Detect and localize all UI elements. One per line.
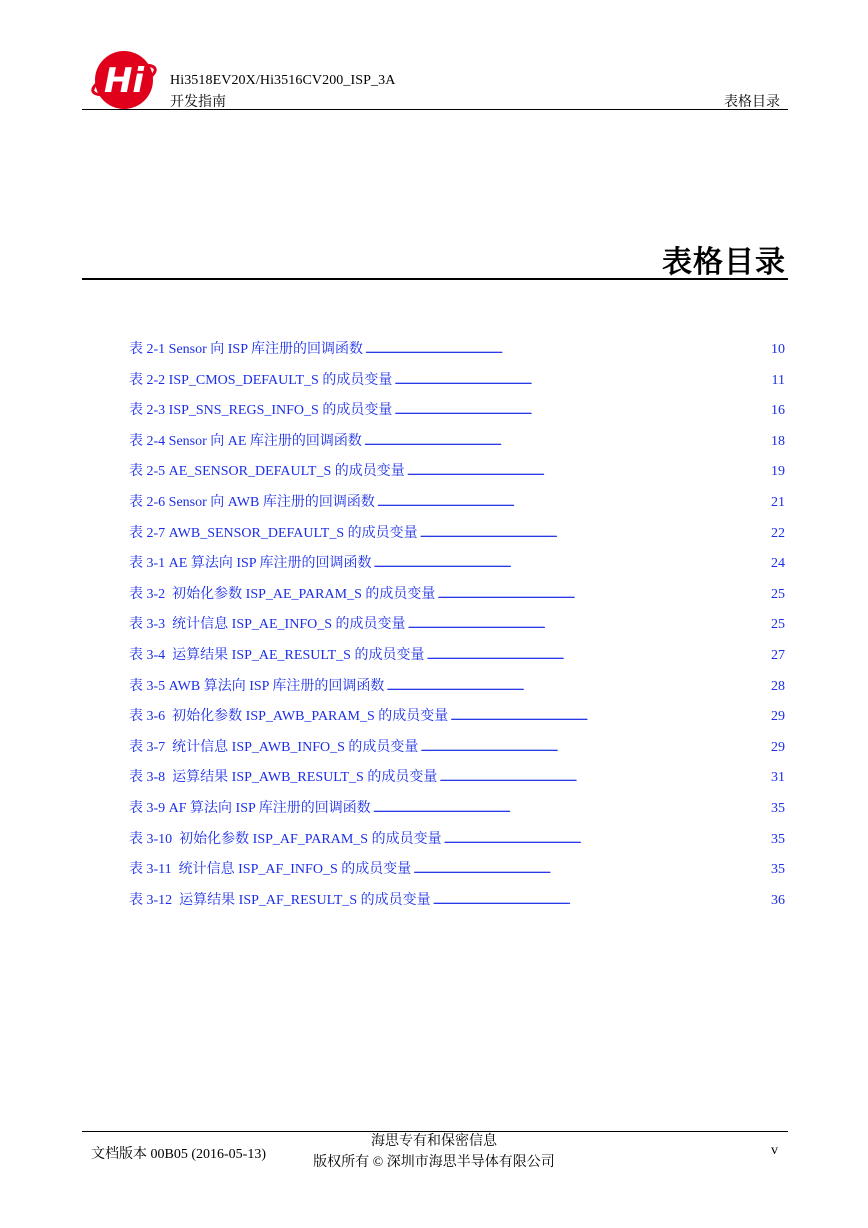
toc-entry[interactable]	[129, 797, 785, 828]
toc-entry[interactable]	[129, 522, 785, 553]
toc-leader-dots	[365, 342, 769, 357]
toc-entry[interactable]	[129, 552, 785, 583]
toc-entry-label: 表 3-6 初始化参数 ISP_AWB_PARAM_S 的成员变量	[129, 709, 449, 725]
toc-entry-page: 10	[771, 342, 785, 357]
toc-entry-label: 表 3-11 统计信息 ISP_AF_INFO_S 的成员变量	[129, 862, 412, 878]
header-product: Hi3518EV20X/Hi3516CV200_ISP_3A	[170, 73, 396, 88]
toc-entry-label: 表 2-5 AE_SENSOR_DEFAULT_S 的成员变量	[129, 464, 405, 480]
toc-leader-dots	[374, 556, 769, 571]
toc-leader-dots	[394, 373, 769, 388]
toc-leader-dots	[444, 832, 769, 847]
toc-entry-label: 表 2-2 ISP_CMOS_DEFAULT_S 的成员变量	[129, 372, 393, 388]
toc-leader-dots	[364, 434, 769, 449]
toc-entry-page: 25	[771, 617, 785, 633]
toc-entry[interactable]	[129, 430, 785, 461]
toc-entry-page: 24	[771, 556, 785, 572]
toc-entry-page: 35	[771, 862, 785, 878]
toc-leader-dots	[437, 587, 769, 602]
toc-entry[interactable]	[129, 369, 785, 400]
toc-entry-label: 表 3-9 AF 算法向 ISP 库注册的回调函数	[129, 800, 371, 816]
footer-version: 文档版本 00B05 (2016-05-13)	[91, 1147, 266, 1162]
toc-entry-page: 29	[771, 739, 785, 755]
logo-text: Hi	[103, 61, 145, 101]
footer-page-number: v	[771, 1143, 778, 1158]
toc-entry[interactable]	[129, 705, 785, 736]
toc-entry-label: 表 2-1 Sensor 向 ISP 库注册的回调函数	[129, 342, 363, 357]
toc-entry-label: 表 3-3 统计信息 ISP_AE_INFO_S 的成员变量	[129, 617, 406, 633]
toc-entry-page: 28	[771, 678, 785, 694]
footer-copyright: 版权所有 © 深圳市海思半导体有限公司	[313, 1155, 555, 1170]
toc-entry-page: 35	[771, 831, 785, 847]
page-header	[82, 40, 788, 110]
toc-entry-label: 表 3-4 运算结果 ISP_AE_RESULT_S 的成员变量	[129, 647, 425, 663]
toc-entry-label: 表 3-7 统计信息 ISP_AWB_INFO_S 的成员变量	[129, 739, 419, 755]
toc-entry[interactable]	[129, 338, 785, 369]
toc-entry-label: 表 2-4 Sensor 向 AE 库注册的回调函数	[129, 433, 362, 449]
toc-entry[interactable]	[129, 644, 785, 675]
toc-leader-dots	[413, 862, 769, 877]
toc-entry[interactable]	[129, 858, 785, 889]
title-divider	[82, 278, 788, 280]
header-section: 表格目录	[724, 95, 780, 110]
toc-entry[interactable]	[129, 766, 785, 797]
toc-entry-label: 表 3-10 初始化参数 ISP_AF_PARAM_S 的成员变量	[129, 831, 442, 847]
toc-entry-page: 18	[771, 433, 785, 449]
toc-entry[interactable]	[129, 736, 785, 767]
toc-entry[interactable]	[129, 399, 785, 430]
toc-entry[interactable]	[129, 491, 785, 522]
toc-leader-dots	[386, 679, 769, 694]
toc-entry-page: 25	[771, 586, 785, 602]
toc-entry-page: 21	[771, 494, 785, 510]
toc-leader-dots	[450, 709, 769, 724]
header-doc-type: 开发指南	[170, 95, 226, 110]
header-divider	[82, 109, 788, 110]
table-of-tables	[129, 338, 785, 919]
toc-entry[interactable]	[129, 583, 785, 614]
toc-entry-page: 27	[771, 647, 785, 663]
toc-leader-dots	[420, 740, 769, 755]
toc-leader-dots	[373, 801, 769, 816]
toc-entry-label: 表 3-5 AWB 算法向 ISP 库注册的回调函数	[129, 678, 385, 694]
toc-entry-page: 19	[771, 464, 785, 480]
toc-leader-dots	[420, 526, 769, 541]
footer-confidential: 海思专有和保密信息	[371, 1134, 497, 1149]
toc-leader-dots	[407, 464, 769, 479]
toc-entry-page: 22	[771, 525, 785, 541]
toc-leader-dots	[439, 770, 769, 785]
toc-entry[interactable]	[129, 889, 785, 920]
toc-entry-page: 16	[771, 403, 785, 419]
toc-entry-page: 11	[771, 372, 785, 388]
toc-entry[interactable]	[129, 613, 785, 644]
toc-leader-dots	[433, 893, 769, 908]
toc-entry[interactable]	[129, 675, 785, 706]
toc-entry-label: 表 3-12 运算结果 ISP_AF_RESULT_S 的成员变量	[129, 892, 431, 908]
toc-entry[interactable]	[129, 460, 785, 491]
toc-entry-page: 36	[771, 892, 785, 908]
toc-leader-dots	[426, 648, 769, 663]
toc-leader-dots	[377, 495, 769, 510]
toc-entry-page: 29	[771, 709, 785, 725]
toc-entry-label: 表 2-6 Sensor 向 AWB 库注册的回调函数	[129, 494, 375, 510]
toc-entry[interactable]	[129, 828, 785, 859]
toc-entry-page: 35	[771, 800, 785, 816]
toc-entry-label: 表 3-8 运算结果 ISP_AWB_RESULT_S 的成员变量	[129, 770, 438, 786]
toc-entry-label: 表 2-3 ISP_SNS_REGS_INFO_S 的成员变量	[129, 403, 393, 419]
hisilicon-logo	[90, 44, 158, 112]
toc-entry-label: 表 3-1 AE 算法向 ISP 库注册的回调函数	[129, 556, 372, 572]
page-title: 表格目录	[662, 245, 786, 280]
toc-entry-label: 表 3-2 初始化参数 ISP_AE_PARAM_S 的成员变量	[129, 586, 436, 602]
toc-entry-label: 表 2-7 AWB_SENSOR_DEFAULT_S 的成员变量	[129, 525, 418, 541]
toc-leader-dots	[408, 617, 769, 632]
toc-entry-page: 31	[771, 770, 785, 786]
toc-leader-dots	[394, 403, 769, 418]
